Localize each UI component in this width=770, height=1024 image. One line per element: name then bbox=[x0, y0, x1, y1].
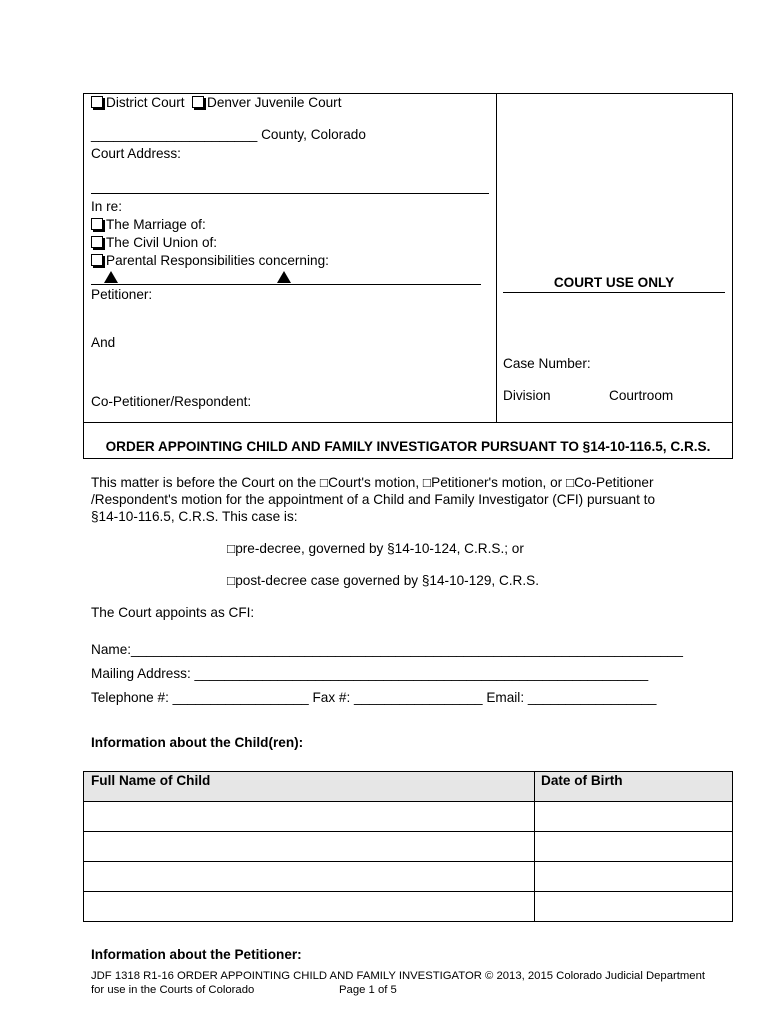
petitioner-heading: Information about the Petitioner: bbox=[91, 947, 302, 962]
child-row-2-dob[interactable] bbox=[535, 832, 732, 861]
court-address-label: Court Address: bbox=[91, 146, 181, 161]
party-names-rule bbox=[91, 284, 481, 285]
case-number-label: Case Number: bbox=[503, 356, 591, 371]
child-row-1-dob[interactable] bbox=[535, 802, 732, 831]
child-row-3-name[interactable] bbox=[84, 862, 534, 891]
county-blank[interactable]: ______________________ bbox=[91, 127, 258, 142]
footer-line-1: JDF 1318 R1-16 ORDER APPOINTING CHILD AND FAMILY INVESTIGATOR © 2013, 2015 Colorado Judicial Department bbox=[91, 970, 705, 982]
checkbox-icon[interactable] bbox=[91, 96, 103, 108]
cfi-name-field[interactable]: Name:_________________________________________________________________________ bbox=[91, 642, 683, 657]
intro-line-2: /Respondent's motion for the appointment of a Child and Family Investigator (CFI) pursuant to bbox=[91, 492, 656, 507]
petitioner-label: Petitioner: bbox=[91, 287, 153, 302]
cfi-contact-field[interactable]: Telephone #: __________________ Fax #: _________________ Email: _________________ bbox=[91, 690, 657, 705]
address-rule bbox=[91, 193, 489, 194]
child-row-4-dob[interactable] bbox=[535, 892, 732, 921]
checkbox-icon[interactable] bbox=[91, 236, 103, 248]
intro-line-3: §14-10-116.5, C.R.S. This case is: bbox=[91, 509, 298, 524]
caption-divider bbox=[496, 93, 497, 422]
court-use-rule bbox=[503, 292, 725, 293]
court-use-only: COURT USE ONLY bbox=[553, 275, 675, 290]
case-type-marriage[interactable]: The Marriage of: bbox=[91, 217, 206, 232]
document-title: ORDER APPOINTING CHILD AND FAMILY INVESTIGATOR PURSUANT TO §14-10-116.5, C.R.S. bbox=[105, 439, 711, 454]
co-petitioner-label: Co-Petitioner/Respondent: bbox=[91, 394, 252, 409]
court-option-juvenile[interactable]: Denver Juvenile Court bbox=[192, 95, 342, 110]
division-label: Division bbox=[503, 388, 551, 403]
county-line: ______________________ County, Colorado bbox=[91, 127, 366, 142]
caption-title-rule bbox=[83, 422, 733, 423]
option-post-decree[interactable]: □post-decree case governed by §14-10-129, C.R.S. bbox=[227, 573, 539, 588]
header-full-name: Full Name of Child bbox=[91, 773, 211, 788]
checkbox-icon[interactable] bbox=[192, 96, 204, 108]
footer-page-number: Page 1 of 5 bbox=[339, 984, 397, 996]
and-label: And bbox=[91, 335, 116, 350]
header-date-of-birth: Date of Birth bbox=[541, 773, 623, 788]
child-row-3-dob[interactable] bbox=[535, 862, 732, 891]
child-row-2-name[interactable] bbox=[84, 832, 534, 861]
children-heading: Information about the Child(ren): bbox=[91, 735, 304, 750]
in-re-label: In re: bbox=[91, 199, 122, 214]
triangle-marker-icon bbox=[104, 271, 118, 283]
footer-usage: for use in the Courts of Colorado bbox=[91, 984, 255, 996]
case-type-civil-union[interactable]: The Civil Union of: bbox=[91, 235, 217, 250]
case-type-parental[interactable]: Parental Responsibilities concerning: bbox=[91, 253, 329, 268]
child-row-1-name[interactable] bbox=[84, 802, 534, 831]
triangle-marker-icon bbox=[277, 271, 291, 283]
checkbox-icon[interactable] bbox=[91, 254, 103, 266]
court-option-district[interactable]: District Court bbox=[91, 95, 185, 110]
cfi-mailing-field[interactable]: Mailing Address: ____________________________________________________________ bbox=[91, 666, 649, 681]
intro-line-1: This matter is before the Court on the □Court's motion, □Petitioner's motion, or □Co-Petitioner bbox=[91, 475, 654, 490]
option-pre-decree[interactable]: □pre-decree, governed by §14-10-124, C.R.S.; or bbox=[227, 541, 524, 556]
cfi-appoints-label: The Court appoints as CFI: bbox=[91, 605, 255, 620]
courtroom-label: Courtroom bbox=[609, 388, 674, 403]
checkbox-icon[interactable] bbox=[91, 218, 103, 230]
child-row-4-name[interactable] bbox=[84, 892, 534, 921]
